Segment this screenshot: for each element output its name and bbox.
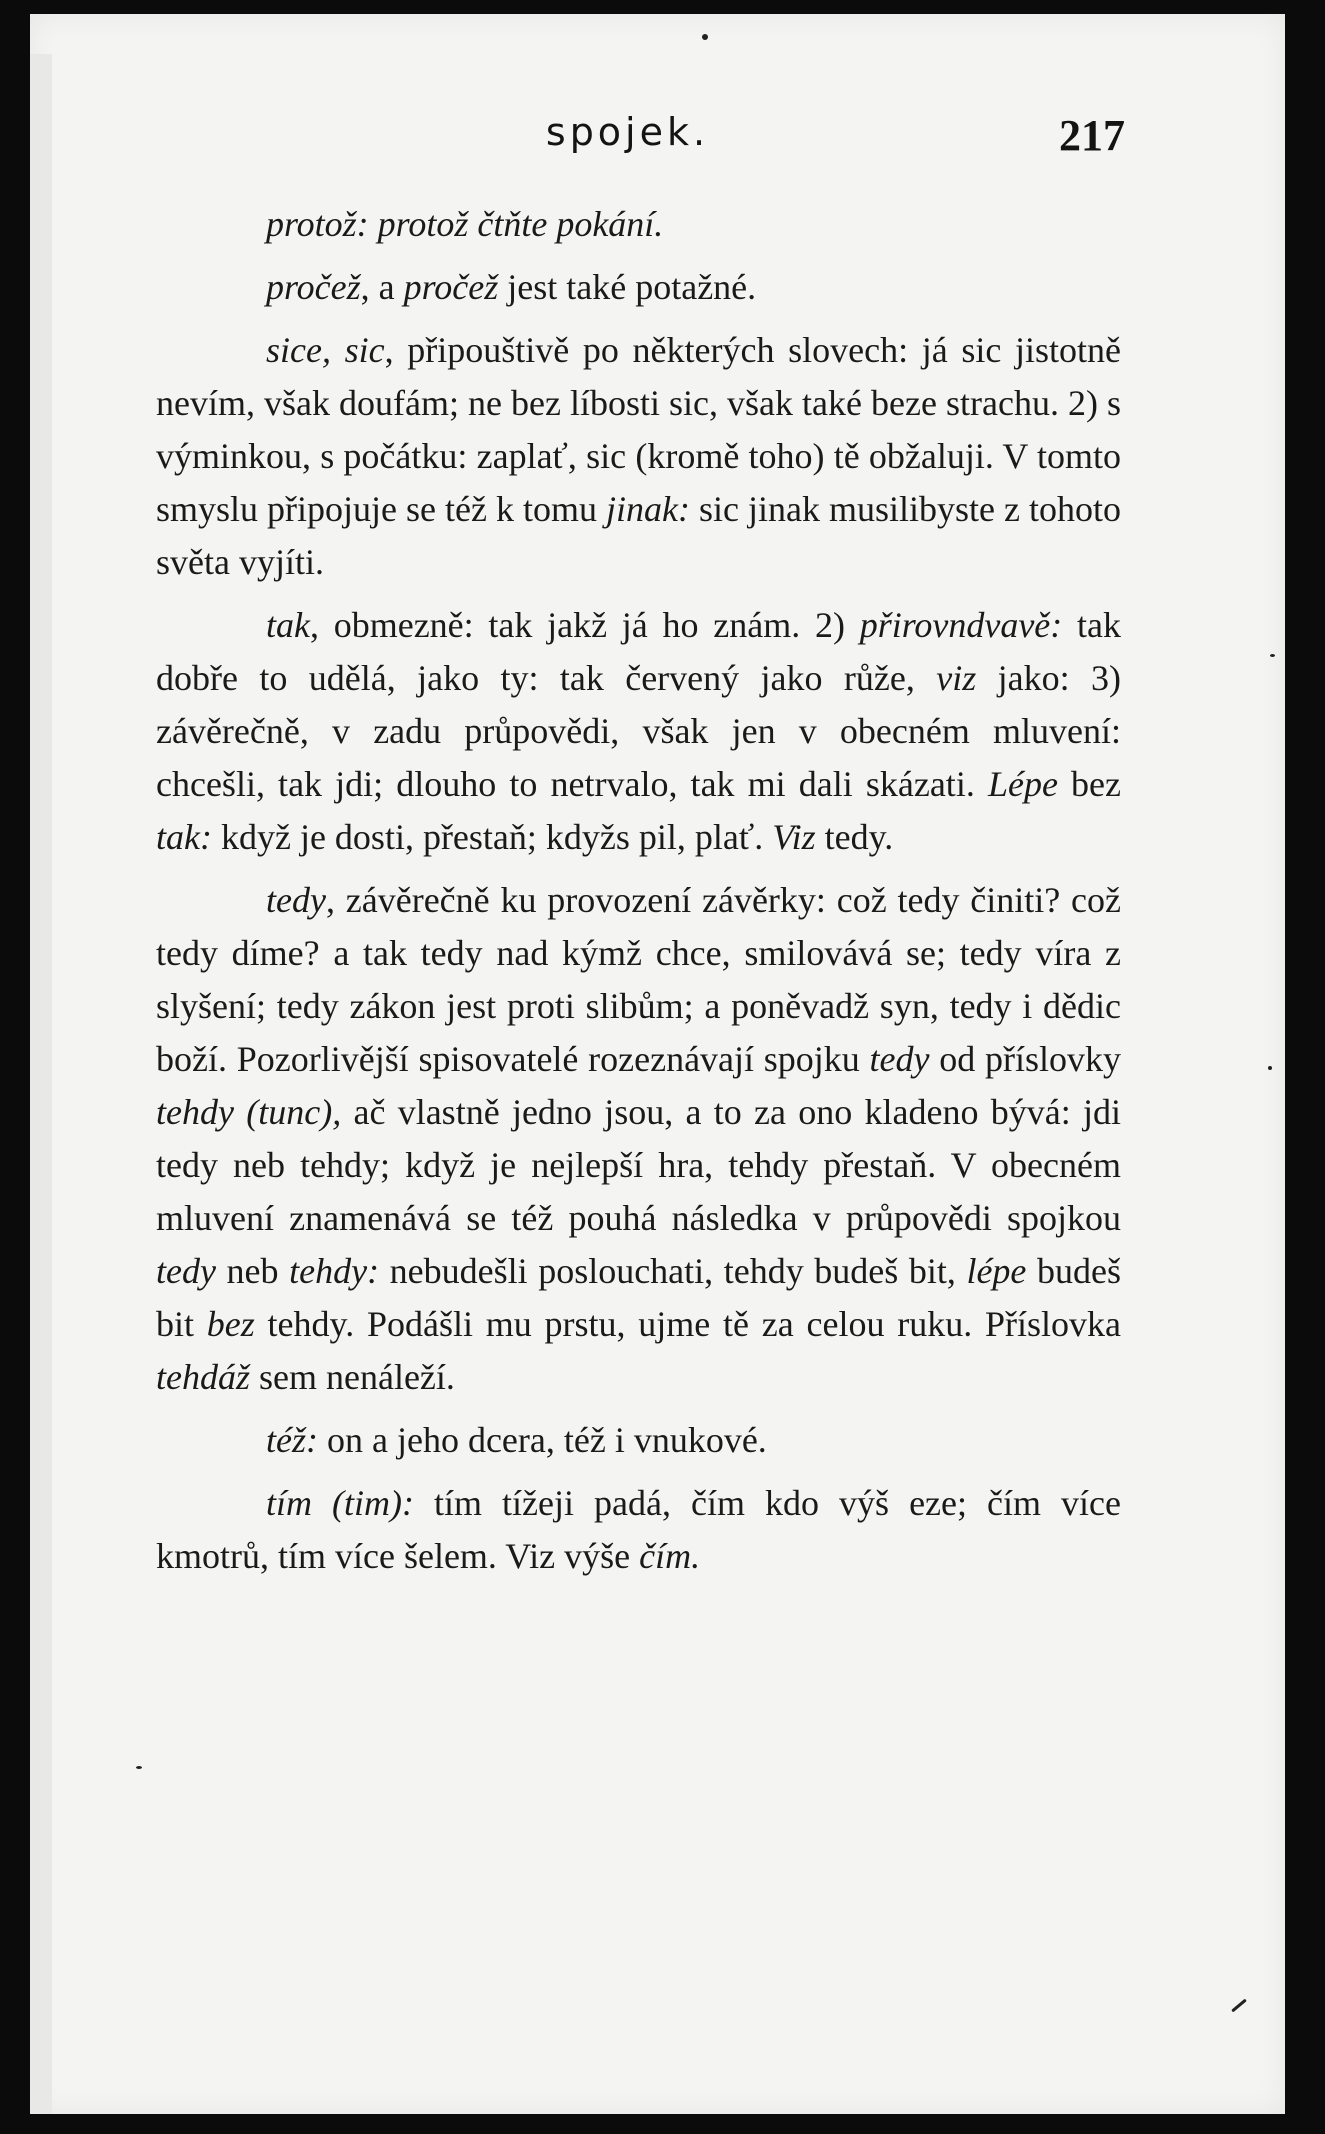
keyword-italic: tehdáž bbox=[156, 1357, 250, 1397]
text-run: tehdy. Podášli mu prstu, ujme tě za celou ruku. Příslovka bbox=[254, 1304, 1121, 1344]
entry-sice bbox=[156, 324, 1121, 589]
keyword-italic: tedy bbox=[869, 1039, 930, 1079]
text-run: , závěrečně ku provození závěrky: což tedy činiti? což tedy díme? a tak tedy nad kýmž chce, smilovává se; tedy víra z slyšení; tedy zákon jest proti slibům; a poněvadž syn, tedy i dědic boží. Pozorlivější spisovatelé rozeznávají spojku bbox=[156, 880, 1121, 1079]
text-run: ač vlastně jedno jsou, a to za ono kladeno bývá: jdi tedy neb tehdy; když je nejlepší hra, tehdy přestaň. V obecném mluvení znamenává se též pouhá následka v průpovědi spojkou bbox=[156, 1092, 1121, 1238]
keyword-italic: lépe bbox=[966, 1251, 1027, 1291]
page-gutter bbox=[30, 54, 52, 2114]
text-run: bez bbox=[1057, 764, 1121, 804]
keyword-italic: tedy bbox=[266, 880, 326, 920]
keyword-italic: Lépe bbox=[987, 764, 1058, 804]
text-run: tak dobře to udělá, jako ty: tak červený jako růže, bbox=[156, 605, 1121, 698]
text-run: tedy. bbox=[815, 817, 894, 857]
ink-speck bbox=[1268, 1066, 1272, 1070]
text-run: tím tížeji padá, čím kdo výš eze; čím více kmotrů, tím více šelem. Viz výše bbox=[156, 1483, 1121, 1576]
keyword-italic: bez bbox=[206, 1304, 255, 1344]
running-head: spojek. bbox=[545, 110, 710, 154]
text-run: neb bbox=[215, 1251, 290, 1291]
text-run: on a jeho dcera, též i vnukové. bbox=[317, 1420, 767, 1460]
keyword-italic: též: bbox=[266, 1420, 318, 1460]
ink-speck bbox=[136, 1766, 142, 1769]
keyword-italic: přirovndvavě: bbox=[859, 605, 1063, 645]
text-run: , obmezně: tak jakž já ho znám. 2) bbox=[309, 605, 860, 645]
text-run: sic jinak musilibyste z tohoto světa vyjíti. bbox=[156, 489, 1121, 582]
keyword-italic: pročež bbox=[266, 267, 361, 307]
keyword-italic: Viz bbox=[772, 817, 816, 857]
entry-tez bbox=[156, 1414, 1121, 1467]
ink-speck bbox=[1231, 1999, 1247, 2013]
text-run: jako: 3) závěrečně, v zadu průpovědi, však jen v obecném mluvení: chcešli, tak jdi; dlouho to netrvalo, tak mi dali skázati. bbox=[156, 658, 1121, 804]
text-run: od příslovky bbox=[929, 1039, 1121, 1079]
entry-tak bbox=[156, 599, 1121, 864]
text-run: , a bbox=[360, 267, 404, 307]
keyword-italic: čím. bbox=[639, 1536, 701, 1576]
keyword-italic: tehdy (tunc), bbox=[156, 1092, 342, 1132]
entry-protoz bbox=[156, 198, 1121, 251]
entry-tedy bbox=[156, 874, 1121, 1404]
keyword-italic: viz bbox=[936, 658, 977, 698]
body-text bbox=[156, 198, 1121, 1593]
keyword-italic: tak: bbox=[156, 817, 212, 857]
keyword-italic: jinak: bbox=[606, 489, 690, 529]
keyword-italic: tím (tim): bbox=[266, 1483, 414, 1523]
keyword-italic: tak bbox=[266, 605, 310, 645]
text-run: budeš bit bbox=[156, 1251, 1121, 1344]
page-header bbox=[130, 110, 1125, 170]
text-run: , připouštivě po některých slovech: já sic jistotně nevím, však doufám; ne bez líbosti sic, však také beze strachu. 2) s výminkou, s počátku: zaplať, sic (kromě toho) tě obžaluji. V tomto smyslu připojuje se též k tomu bbox=[156, 330, 1121, 529]
keyword-italic: tehdy: bbox=[289, 1251, 380, 1291]
entry-procez bbox=[156, 261, 1121, 314]
text-run: nebudešli poslouchati, tehdy budeš bit, bbox=[379, 1251, 967, 1291]
text-run: jest také potažné. bbox=[498, 267, 757, 307]
text-run: sem nenáleží. bbox=[250, 1357, 455, 1397]
book-page bbox=[30, 14, 1285, 2114]
entry-tim bbox=[156, 1477, 1121, 1583]
ink-speck bbox=[1270, 654, 1275, 657]
keyword-italic: protož: protož čtňte pokání. bbox=[266, 204, 664, 244]
text-run: když je dosti, přestaň; kdyžs pil, plať. bbox=[211, 817, 773, 857]
ink-speck bbox=[702, 34, 708, 40]
page-number: 217 bbox=[1059, 111, 1125, 160]
keyword-italic: sice, sic bbox=[266, 330, 385, 370]
keyword-italic: pročež bbox=[403, 267, 499, 307]
keyword-italic: tedy bbox=[156, 1251, 216, 1291]
